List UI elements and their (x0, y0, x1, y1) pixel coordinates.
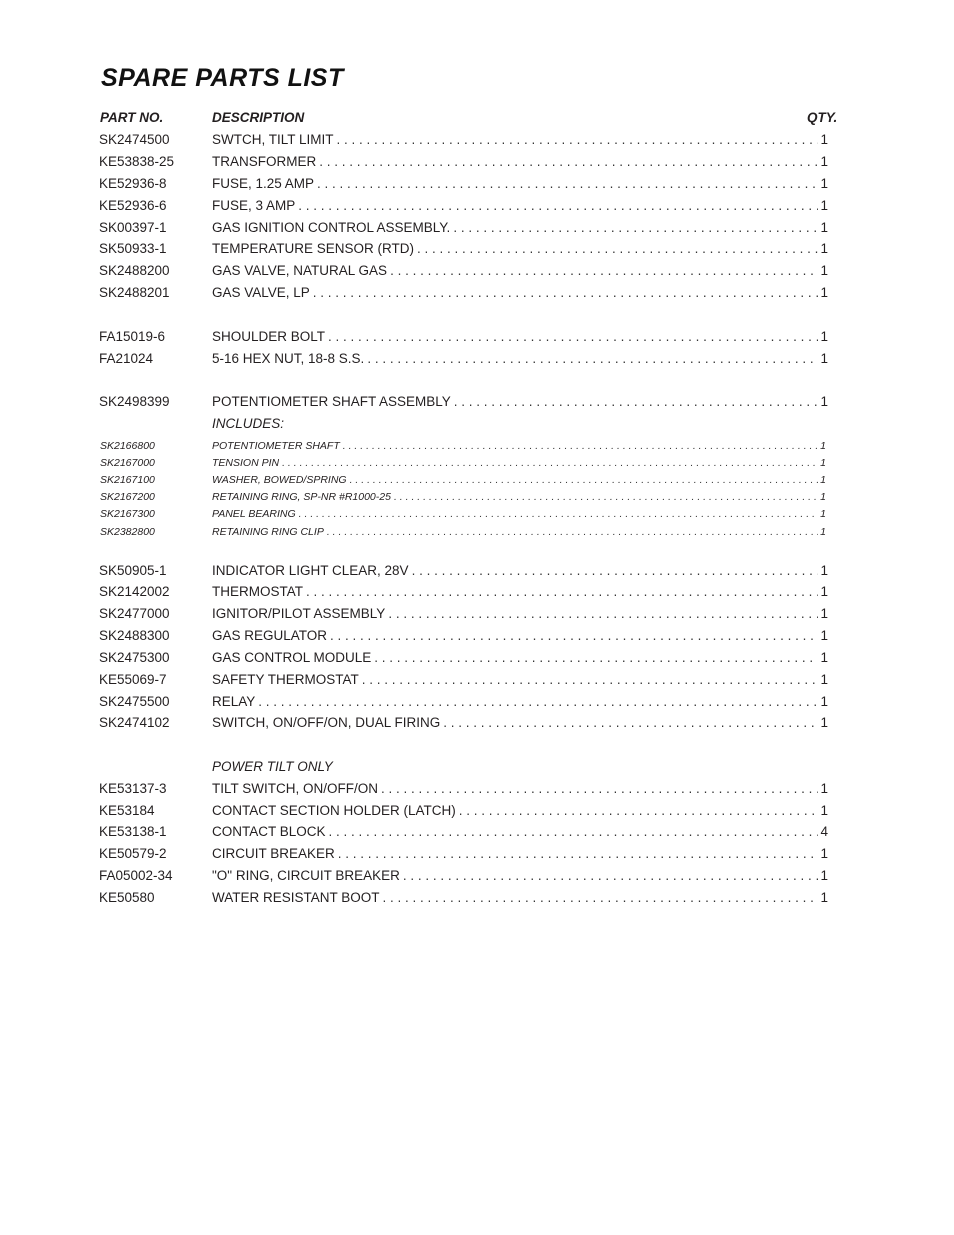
parts-row (0, 196, 954, 216)
part-number: SK2475300 (99, 650, 170, 665)
part-number: KE53838-25 (99, 154, 175, 169)
part-description: THERMOSTAT (212, 584, 303, 599)
part-description: FUSE, 1.25 AMP (212, 176, 315, 191)
part-description: RELAY (212, 694, 256, 709)
part-qty: 1 (820, 285, 828, 300)
part-description: INDICATOR LIGHT CLEAR, 28V (212, 563, 409, 578)
part-qty: 1 (820, 508, 826, 520)
dot-leader (343, 438, 818, 455)
header-description: DESCRIPTION (212, 110, 305, 125)
dot-leader (319, 152, 818, 172)
part-number: SK2167100 (100, 474, 155, 486)
parts-row (0, 801, 954, 821)
parts-row (0, 152, 954, 172)
dot-leader (388, 604, 818, 624)
part-number: KE53184 (99, 803, 155, 818)
header-qty: QTY. (807, 110, 838, 125)
dot-leader (330, 626, 818, 646)
part-qty: 1 (820, 198, 828, 213)
part-qty: 1 (820, 526, 826, 538)
dot-leader (390, 261, 818, 281)
part-qty: 1 (820, 650, 828, 665)
parts-row (0, 218, 954, 238)
part-qty: 1 (820, 329, 828, 344)
dot-leader (329, 822, 819, 842)
part-qty: 1 (820, 241, 828, 256)
part-number: SK2382800 (100, 526, 155, 538)
part-description: WASHER, BOWED/SPRING (212, 474, 347, 486)
part-qty: 1 (820, 672, 828, 687)
sub-parts-row (0, 489, 954, 506)
part-qty: 1 (820, 563, 828, 578)
dot-leader (313, 283, 819, 303)
part-description: TRANSFORMER (212, 154, 317, 169)
parts-row (0, 670, 954, 690)
parts-row (0, 692, 954, 712)
parts-row (0, 822, 954, 842)
part-qty: 1 (820, 584, 828, 599)
parts-row (0, 844, 954, 864)
part-description: FUSE, 3 AMP (212, 198, 296, 213)
part-qty: 1 (820, 132, 828, 147)
part-description: RETAINING RING, SP-NR #R1000-25 (212, 491, 391, 503)
part-number: SK2167300 (100, 508, 155, 520)
part-number: KE53137-3 (99, 781, 167, 796)
parts-row (0, 648, 954, 668)
dot-leader (443, 713, 818, 733)
part-description: TENSION PIN (212, 457, 280, 469)
sub-parts-row (0, 438, 954, 455)
part-number: SK2474102 (99, 715, 170, 730)
part-number: KE52936-8 (99, 176, 167, 191)
part-number: KE52936-6 (99, 198, 167, 213)
part-qty: 1 (820, 176, 828, 191)
part-qty: 4 (820, 824, 828, 839)
part-description: CIRCUIT BREAKER (212, 846, 335, 861)
part-description: RETAINING RING CLIP (212, 526, 324, 538)
part-number: SK2167200 (100, 491, 155, 503)
dot-leader (417, 239, 818, 259)
dot-leader (306, 582, 818, 602)
parts-row (0, 604, 954, 624)
dot-leader (317, 174, 818, 194)
part-description: GAS CONTROL MODULE (212, 650, 372, 665)
sub-parts-row (0, 472, 954, 489)
dot-leader (374, 648, 818, 668)
part-number: SK2498399 (99, 394, 170, 409)
part-qty: 1 (820, 220, 828, 235)
parts-row (0, 174, 954, 194)
parts-row (0, 283, 954, 303)
part-description: SWTCH, TILT LIMIT (212, 132, 334, 147)
part-description: SWITCH, ON/OFF/ON, DUAL FIRING (212, 715, 441, 730)
dot-leader (258, 692, 818, 712)
part-description: CONTACT BLOCK (212, 824, 326, 839)
part-qty: 1 (820, 394, 828, 409)
dot-leader (327, 524, 818, 541)
part-qty: 1 (820, 154, 828, 169)
parts-row (0, 392, 954, 412)
part-number: SK2488300 (99, 628, 170, 643)
part-description: GAS IGNITION CONTROL ASSEMBLY. (212, 220, 451, 235)
dot-leader (453, 218, 818, 238)
part-number: KE53138-1 (99, 824, 167, 839)
part-description: TEMPERATURE SENSOR (RTD) (212, 241, 415, 256)
part-description: PANEL BEARING (212, 508, 296, 520)
parts-row (0, 582, 954, 602)
part-number: KE50579-2 (99, 846, 167, 861)
parts-row (0, 888, 954, 908)
dot-leader (394, 489, 818, 506)
part-description: GAS VALVE, LP (212, 285, 310, 300)
part-number: KE50580 (99, 890, 155, 905)
part-number: KE55069-7 (99, 672, 167, 687)
part-number: SK00397-1 (99, 220, 167, 235)
parts-row (0, 349, 954, 369)
dot-leader (383, 888, 819, 908)
part-qty: 1 (820, 628, 828, 643)
part-qty: 1 (820, 868, 828, 883)
part-number: SK2142002 (99, 584, 170, 599)
dot-leader (454, 392, 819, 412)
part-qty: 1 (820, 440, 826, 452)
dot-leader (459, 801, 819, 821)
part-number: SK2166800 (100, 440, 155, 452)
parts-row (0, 626, 954, 646)
dot-leader (282, 455, 818, 472)
part-qty: 1 (820, 491, 826, 503)
part-description: 5-16 HEX NUT, 18-8 S.S. (212, 351, 365, 366)
parts-row (0, 713, 954, 733)
part-description: TILT SWITCH, ON/OFF/ON (212, 781, 378, 796)
part-description: CONTACT SECTION HOLDER (LATCH) (212, 803, 456, 818)
header-part-no: PART NO. (100, 110, 164, 125)
part-qty: 1 (820, 781, 828, 796)
sub-parts-row (0, 455, 954, 472)
part-number: SK2488200 (99, 263, 170, 278)
parts-row (0, 239, 954, 259)
parts-row (0, 866, 954, 886)
part-number: SK2167000 (100, 457, 155, 469)
dot-leader (337, 130, 819, 150)
parts-row (0, 561, 954, 581)
part-description: SHOULDER BOLT (212, 329, 326, 344)
part-number: SK50933-1 (99, 241, 167, 256)
includes-label: INCLUDES: (212, 416, 285, 431)
dot-leader (298, 196, 818, 216)
dot-leader (403, 866, 819, 886)
parts-row (0, 327, 954, 347)
part-qty: 1 (820, 694, 828, 709)
sub-parts-row (0, 506, 954, 523)
dot-leader (412, 561, 819, 581)
part-number: SK2475500 (99, 694, 170, 709)
dot-leader (338, 844, 819, 864)
part-qty: 1 (820, 846, 828, 861)
part-qty: 1 (820, 263, 828, 278)
parts-row (0, 130, 954, 150)
part-number: SK2474500 (99, 132, 170, 147)
part-qty: 1 (820, 803, 828, 818)
dot-leader (367, 349, 818, 369)
part-qty: 1 (820, 457, 826, 469)
part-description: WATER RESISTANT BOOT (212, 890, 380, 905)
part-description: POTENTIOMETER SHAFT (212, 440, 340, 452)
part-qty: 1 (820, 351, 828, 366)
dot-leader (381, 779, 818, 799)
column-headers (0, 110, 954, 128)
part-description: GAS VALVE, NATURAL GAS (212, 263, 388, 278)
part-number: FA21024 (99, 351, 154, 366)
part-description: SAFETY THERMOSTAT (212, 672, 359, 687)
part-qty: 1 (820, 606, 828, 621)
part-number: SK2477000 (99, 606, 170, 621)
part-description: "O" RING, CIRCUIT BREAKER (212, 868, 400, 883)
part-description: GAS REGULATOR (212, 628, 328, 643)
part-number: SK2488201 (99, 285, 170, 300)
power-tilt-label: POWER TILT ONLY (212, 759, 333, 774)
part-qty: 1 (820, 890, 828, 905)
part-number: FA05002-34 (99, 868, 173, 883)
dot-leader (299, 506, 819, 523)
part-number: SK50905-1 (99, 563, 167, 578)
part-qty: 1 (820, 715, 828, 730)
sub-parts-row (0, 524, 954, 541)
part-description: POTENTIOMETER SHAFT ASSEMBLY (212, 394, 451, 409)
parts-row (0, 779, 954, 799)
dot-leader (362, 670, 819, 690)
part-number: FA15019-6 (99, 329, 166, 344)
part-description: IGNITOR/PILOT ASSEMBLY (212, 606, 386, 621)
dot-leader (350, 472, 819, 489)
parts-row (0, 261, 954, 281)
page-title: SPARE PARTS LIST (101, 64, 344, 92)
part-qty: 1 (820, 474, 826, 486)
dot-leader (328, 327, 818, 347)
